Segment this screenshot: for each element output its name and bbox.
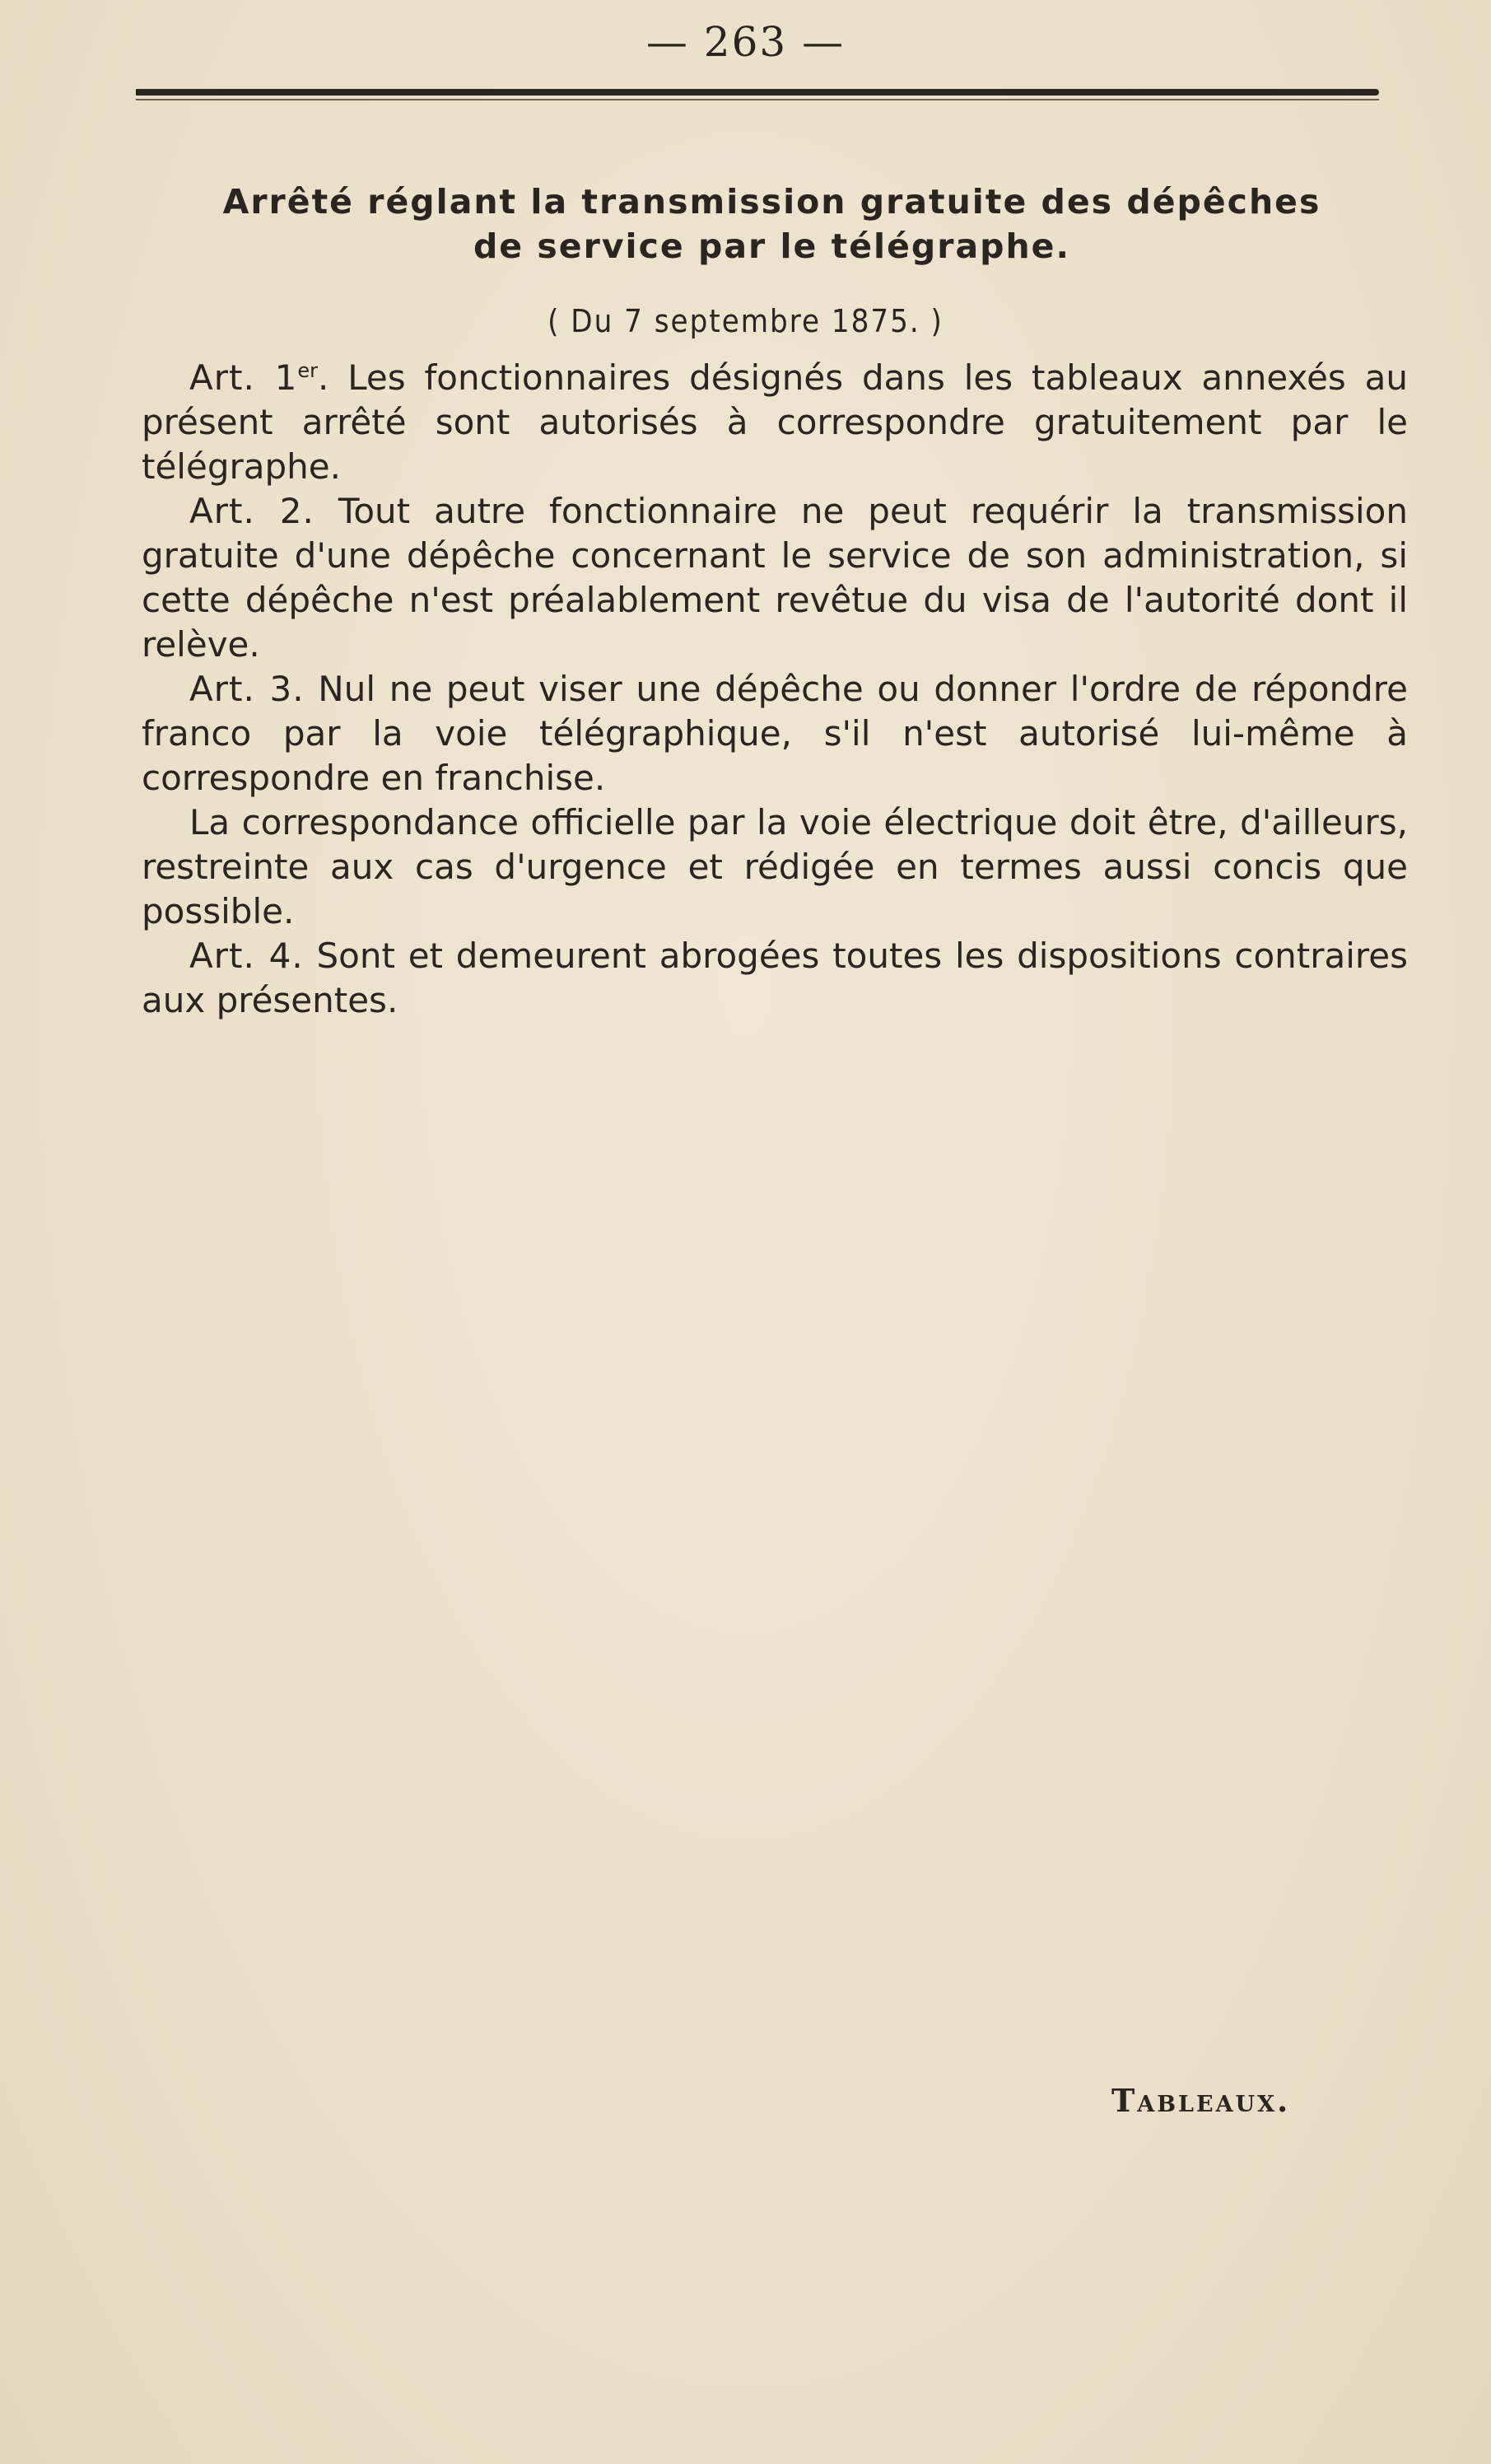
- article-label: Art. 3.: [189, 669, 305, 709]
- title-line-2: de service par le télégraphe.: [473, 226, 1071, 267]
- article-4: [142, 934, 1408, 1023]
- article-label: Art. 4.: [189, 936, 304, 976]
- document-date: ( Du 7 septembre 1875. ): [547, 303, 944, 339]
- title-line-1: Arrêté réglant la transmission gratuite des dépêches: [222, 182, 1321, 222]
- article-text: . Les fonctionnaires désignés dans les tableaux annexés au présent arrêté sont autorisés à correspondre gratuitement par le télégraphe.: [142, 357, 1409, 487]
- article-1: [142, 356, 1408, 489]
- page-number: — 263 —: [645, 18, 846, 66]
- catchword-footer: Tableaux.: [1111, 2082, 1291, 2119]
- article-sup: er: [297, 359, 319, 382]
- article-text: La correspondance officielle par la voie électrique doit être, d'ailleurs, restreinte aux cas d'urgence et rédigée en termes aussi concis que possible.: [142, 802, 1408, 931]
- document-title: [136, 180, 1408, 268]
- article-label: Art. 1: [189, 357, 298, 398]
- article-text: Nul ne peut viser une dépêche ou donner l'ordre de répondre franco par la voie télégraphique, s'il n'est autorisé lui-même à correspondre en franchise.: [142, 669, 1408, 798]
- article-3: [142, 667, 1408, 800]
- article-text: Tout autre fonctionnaire ne peut requérir la transmission gratuite d'une dépêche concernant le service de son administration, si cette dépêche n'est préalablement revêtue du visa de l'autorité dont il relève.: [142, 491, 1408, 665]
- article-3-continuation: [142, 800, 1408, 934]
- header-rule: [136, 89, 1379, 96]
- document-body: [142, 356, 1408, 1023]
- article-2: [142, 489, 1408, 667]
- article-text: Sont et demeurent abrogées toutes les dispositions contraires aux présentes.: [142, 936, 1408, 1020]
- header-rule-thin: [136, 99, 1379, 100]
- article-label: Art. 2.: [189, 491, 315, 531]
